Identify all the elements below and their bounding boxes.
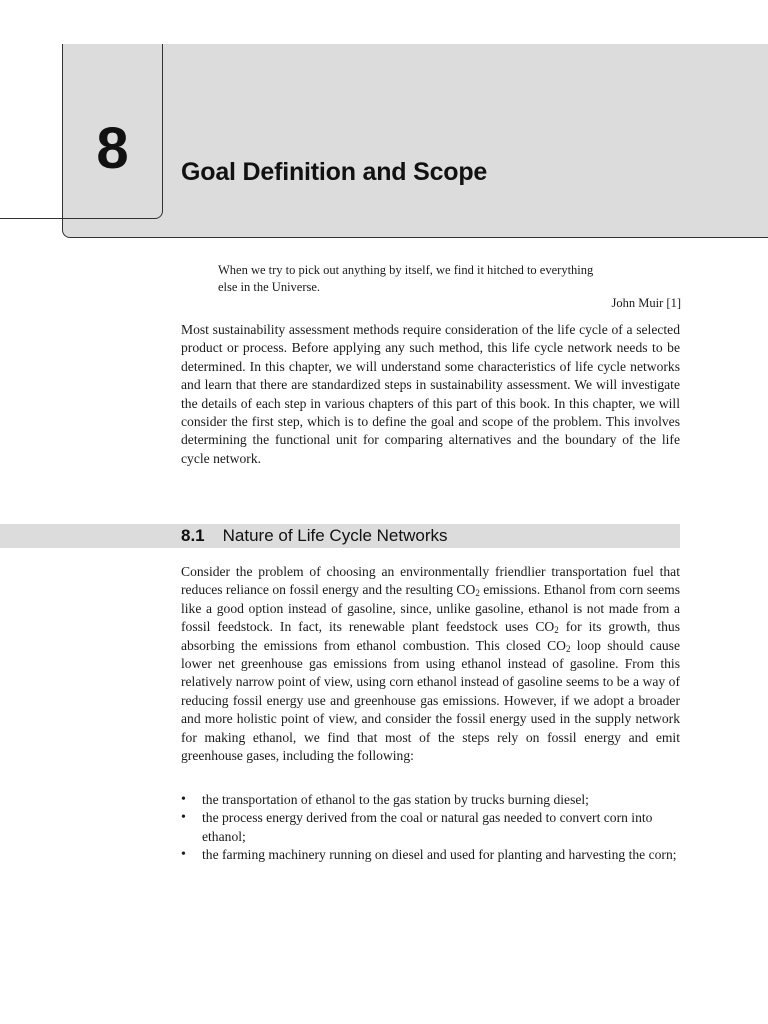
- section-title: Nature of Life Cycle Networks: [222, 526, 448, 545]
- bullet-list: [181, 791, 680, 865]
- bullet-icon: •: [181, 792, 186, 807]
- bullet-icon: •: [181, 847, 186, 863]
- co2-subscript-1: 2: [475, 588, 480, 599]
- section-heading: [181, 525, 448, 547]
- body-text-2: emissions. Ethanol from corn seems like a good option instead of gasoline, since, unlike gasoline, ethanol is not made from a fossil feedstock. In fact, its renewable plant feedstock uses CO: [181, 582, 680, 635]
- list-item: [181, 791, 680, 809]
- body-text-4: loop should cause lower net greenhouse gas emissions from using ethanol instead of gasoline. From this relatively narrow point of view, using corn ethanol instead of gasoline seems to be a way of reducing fossil energy use and greenhouse gas emissions. However, if we adopt a broader and more holistic point of view, and consider the fossil energy used in the supply network for making ethanol, we find that most of the steps rely on fossil energy and emit greenhouse gases, including the following:: [181, 637, 680, 764]
- list-item-text: the process energy derived from the coal or natural gas needed to convert corn into ethanol;: [202, 810, 653, 844]
- list-item-text: the transportation of ethanol to the gas station by trucks burning diesel;: [202, 792, 589, 807]
- co2-subscript-3: 2: [566, 643, 571, 654]
- chapter-header-band: [62, 44, 768, 238]
- body-text-3: for its growth, thus absorbing the emissions from ethanol combustion. This closed CO: [181, 619, 680, 653]
- intro-paragraph: Most sustainability assessment methods require consideration of the life cycle of a selected product or process. Before applying any such method, this life cycle network needs to be determined. In this chapter, we will understand some characteristics of life cycle networks and learn that there are standardized steps in sustainability assessment. We will investigate the details of each step in various chapters of this part of this book. In this chapter, we will consider the first step, which is to define the goal and scope of the problem. This involves determining the functional unit for comparing alternatives and the boundary of the life cycle network.: [181, 322, 680, 466]
- bullet-icon: •: [181, 810, 186, 826]
- chapter-title: Goal Definition and Scope: [181, 158, 488, 186]
- epigraph-quote: When we try to pick out anything by itself, we find it hitched to everything else in the Universe.: [218, 263, 594, 294]
- list-item: [181, 846, 680, 864]
- section-number: 8.1: [181, 526, 205, 545]
- chapter-number: 8: [96, 116, 129, 181]
- list-item-text: the farming machinery running on diesel and used for planting and harvesting the corn;: [202, 847, 677, 863]
- body-paragraph: [181, 563, 680, 765]
- list-item: [181, 809, 680, 846]
- body-text-1: Consider the problem of choosing an environmentally friendlier transportation fuel that reduces reliance on fossil energy and the resulting CO: [181, 564, 680, 598]
- epigraph-author: John Muir [1]: [611, 296, 681, 310]
- co2-subscript-2: 2: [554, 625, 559, 636]
